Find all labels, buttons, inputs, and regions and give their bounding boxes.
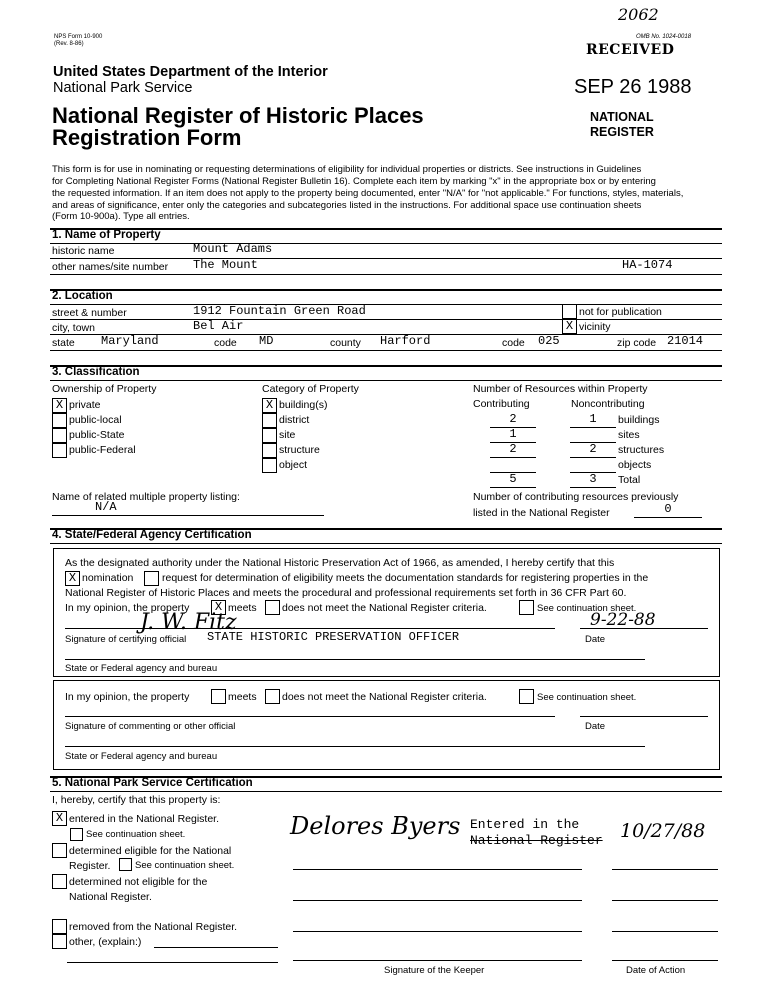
- city-value: Bel Air: [193, 319, 244, 333]
- form-revision: (Rev. 8-86): [54, 41, 84, 47]
- resources-heading: Number of Resources within Property: [473, 383, 648, 395]
- nps-intro: I, hereby, certify that this property is:: [52, 794, 221, 806]
- rule: [580, 628, 708, 629]
- ownership-public-state-label: public-State: [69, 429, 125, 441]
- date-of-action-label: Date of Action: [626, 965, 686, 976]
- state-code-label: code: [214, 337, 237, 349]
- rule: [65, 659, 645, 660]
- intro-line-1: This form is for use in nominating or requesting determinations of eligibility for individual properties or districts. See instructions in Guidelines: [52, 164, 642, 175]
- noncontributing-structures: 2: [589, 442, 597, 456]
- certifying-signature: J. W. Fitz: [140, 610, 237, 635]
- eligible-label-1: determined eligible for the National: [69, 845, 232, 857]
- noncontributing-buildings: 1: [589, 412, 597, 426]
- historic-name-label: historic name: [52, 245, 115, 257]
- removed-checkbox[interactable]: [52, 919, 67, 934]
- rule: [65, 746, 645, 747]
- form-subtitle: Registration Form: [52, 125, 242, 150]
- rule: [52, 515, 324, 516]
- nomination-label: nomination: [82, 572, 134, 584]
- rule: [50, 791, 722, 792]
- ownership-public-local-label: public-local: [69, 414, 122, 426]
- does-not-meet-label: does not meet the National Register criteria.: [282, 602, 487, 614]
- intro-line-2: for Completing National Register Forms (National Register Bulletin 16). Complete each item by marking "x" in the appropriate box or by entering: [52, 176, 656, 187]
- rule: [570, 427, 616, 428]
- contributing-sites: 1: [509, 427, 517, 441]
- rule: [50, 274, 722, 275]
- rule: [612, 931, 718, 932]
- not-for-publication-checkbox[interactable]: [562, 304, 577, 319]
- rule: [154, 947, 278, 948]
- rule: [50, 304, 722, 305]
- cert-line-2: request for determination of eligibility meets the documentation standards for registering properties in the: [162, 572, 649, 584]
- noncontributing-label: Noncontributing: [571, 398, 645, 410]
- rule: [612, 960, 718, 961]
- omb-number: OMB No. 1024-0018: [636, 34, 692, 40]
- entered-continuation-checkbox[interactable]: [70, 828, 83, 841]
- ownership-public-federal-checkbox[interactable]: [52, 443, 67, 458]
- resource-objects-label: objects: [618, 459, 652, 471]
- eligible-continuation-checkbox[interactable]: [119, 858, 132, 871]
- keeper-signature-label: Signature of the Keeper: [384, 965, 485, 976]
- rule: [490, 457, 536, 458]
- rule: [50, 350, 722, 351]
- ownership-private-checkbox[interactable]: X: [52, 398, 67, 413]
- state-code-value: MD: [259, 334, 274, 348]
- resource-total-label: Total: [618, 474, 641, 486]
- eligible-label-2: Register.: [69, 860, 111, 872]
- certifying-official-label: Signature of certifying official: [65, 634, 187, 645]
- other-names-label: other names/site number: [52, 261, 169, 273]
- contributing-label: Contributing: [473, 398, 530, 410]
- see-continuation-2-label: See continuation sheet.: [537, 692, 637, 703]
- section-3-heading: 3. Classification: [52, 366, 140, 378]
- category-site-checkbox[interactable]: [262, 428, 277, 443]
- section-3-rule: [50, 365, 722, 367]
- other-checkbox[interactable]: [52, 934, 67, 949]
- category-object-label: object: [279, 459, 308, 471]
- rule: [570, 487, 616, 488]
- certifying-date: 9-22-88: [590, 610, 656, 630]
- rule: [50, 243, 722, 244]
- eligible-checkbox[interactable]: [52, 843, 67, 858]
- form-number: NPS Form 10-900: [54, 34, 103, 40]
- category-site-label: site: [279, 429, 296, 441]
- intro-line-4: and areas of significance, enter only the categories and subcategories listed in the instructions. For additional space use continuation sheets: [52, 200, 642, 211]
- category-district-label: district: [279, 414, 310, 426]
- vicinity-checkbox[interactable]: X: [562, 319, 577, 334]
- street-label: street & number: [52, 307, 127, 319]
- see-continuation-label: See continuation sheet.: [537, 603, 637, 614]
- date-2-label: Date: [585, 721, 606, 732]
- ownership-public-state-checkbox[interactable]: [52, 428, 67, 443]
- related-listing-value: N/A: [95, 500, 117, 514]
- entered-checkbox[interactable]: X: [52, 811, 67, 826]
- other-label: other, (explain:): [69, 936, 142, 948]
- ownership-private-label: private: [69, 399, 101, 411]
- previously-listed-value: 0: [664, 502, 672, 516]
- intro-line-3: the requested information. If an item does not apply to the property being documented, enter "N/A" for "not applicable." For functions, styles, materials,: [52, 188, 684, 199]
- see-continuation-checkbox[interactable]: [519, 600, 534, 615]
- entered-continuation-label: See continuation sheet.: [86, 829, 186, 840]
- agency-label: State or Federal agency and bureau: [65, 663, 218, 674]
- category-structure-label: structure: [279, 444, 320, 456]
- form-title: National Register of Historic Places: [52, 103, 424, 128]
- resource-sites-label: sites: [618, 429, 640, 441]
- stamp-national: NATIONAL: [590, 110, 654, 124]
- not-for-publication-label: not for publication: [579, 306, 662, 318]
- section-2-rule: [50, 289, 722, 291]
- stamp-received: RECEIVED: [586, 42, 675, 58]
- county-code-label: code: [502, 337, 525, 349]
- rule: [612, 900, 718, 901]
- rule: [293, 900, 582, 901]
- category-buildings-label: building(s): [279, 399, 328, 411]
- resource-structures-label: structures: [618, 444, 665, 456]
- state-label: state: [52, 337, 75, 349]
- zip-value: 21014: [667, 334, 704, 348]
- keeper-signature: Delores Byers: [290, 812, 461, 840]
- nomination-checkbox[interactable]: X: [65, 571, 80, 586]
- rule: [293, 931, 582, 932]
- rule: [65, 628, 555, 629]
- cert-line-1: As the designated authority under the National Historic Preservation Act of 1966, as amended, I hereby certify that this: [65, 557, 615, 569]
- section-2-heading: 2. Location: [52, 290, 113, 302]
- stamp-date: SEP 26 1988: [574, 76, 692, 98]
- rule: [65, 716, 555, 717]
- meets-checkbox[interactable]: X: [211, 600, 226, 615]
- site-number-value: HA-1074: [622, 258, 673, 272]
- ownership-public-local-checkbox[interactable]: [52, 413, 67, 428]
- rule: [293, 869, 582, 870]
- action-date: 10/27/88: [620, 820, 706, 842]
- previously-listed-label-2: listed in the National Register: [473, 507, 610, 519]
- meets-label: meets: [228, 602, 257, 614]
- not-eligible-label-1: determined not eligible for the: [69, 876, 208, 888]
- intro-line-5: (Form 10-900a). Type all entries.: [52, 211, 190, 222]
- entered-label: entered in the National Register.: [69, 813, 220, 825]
- meets-2-label: meets: [228, 691, 257, 703]
- commenting-official-label: Signature of commenting or other official: [65, 721, 236, 732]
- service-name: National Park Service: [53, 80, 193, 96]
- rule: [67, 962, 278, 963]
- handwritten-number: 2062: [618, 5, 659, 24]
- ownership-heading: Ownership of Property: [52, 383, 157, 395]
- not-eligible-label-2: National Register.: [69, 891, 152, 903]
- removed-label: removed from the National Register.: [69, 921, 238, 933]
- category-buildings-checkbox[interactable]: X: [262, 398, 277, 413]
- entered-stamp-line-2: National Register: [470, 833, 603, 848]
- ownership-public-federal-label: public-Federal: [69, 444, 136, 456]
- rule: [490, 487, 536, 488]
- rule: [293, 960, 582, 961]
- noncontributing-total: 3: [589, 472, 597, 486]
- rule: [634, 517, 702, 518]
- contributing-structures: 2: [509, 442, 517, 456]
- does-not-meet-2-checkbox[interactable]: [265, 689, 280, 704]
- county-code-value: 025: [538, 334, 560, 348]
- certifying-official-title: STATE HISTORIC PRESERVATION OFFICER: [207, 630, 460, 644]
- see-continuation-2-checkbox[interactable]: [519, 689, 534, 704]
- rule: [570, 457, 616, 458]
- other-names-value: The Mount: [193, 258, 258, 272]
- request-checkbox[interactable]: [144, 571, 159, 586]
- contributing-total: 5: [509, 472, 517, 486]
- zip-label: zip code: [617, 337, 657, 349]
- date-label: Date: [585, 634, 606, 645]
- rule: [50, 380, 722, 381]
- cert-line-3: National Register of Historic Places and meets the procedural and professional requirements set forth in 36 CFR Part 60.: [65, 587, 627, 599]
- agency-2-label: State or Federal agency and bureau: [65, 751, 218, 762]
- related-listing-label: Name of related multiple property listing:: [52, 491, 240, 503]
- category-object-checkbox[interactable]: [262, 458, 277, 473]
- historic-name-value: Mount Adams: [193, 242, 273, 256]
- state-value: Maryland: [101, 334, 159, 348]
- not-eligible-checkbox[interactable]: [52, 874, 67, 889]
- does-not-meet-checkbox[interactable]: [265, 600, 280, 615]
- rule: [612, 869, 718, 870]
- contributing-buildings: 2: [509, 412, 517, 426]
- meets-2-checkbox[interactable]: [211, 689, 226, 704]
- opinion-2-label: In my opinion, the property: [65, 691, 190, 703]
- rule: [50, 543, 722, 544]
- section-5-heading: 5. National Park Service Certification: [52, 777, 253, 789]
- rule: [580, 716, 708, 717]
- stamp-register: REGISTER: [590, 125, 654, 139]
- department-name: United States Department of the Interior: [53, 64, 328, 80]
- vicinity-label: vicinity: [579, 321, 611, 333]
- rule: [50, 319, 722, 320]
- does-not-meet-2-label: does not meet the National Register criteria.: [282, 691, 487, 703]
- entered-stamp-line-1: Entered in the: [470, 817, 580, 832]
- category-heading: Category of Property: [262, 383, 359, 395]
- section-4-heading: 4. State/Federal Agency Certification: [52, 529, 252, 541]
- city-label: city, town: [52, 322, 95, 334]
- section-1-heading: 1. Name of Property: [52, 229, 161, 241]
- category-structure-checkbox[interactable]: [262, 443, 277, 458]
- street-value: 1912 Fountain Green Road: [193, 304, 366, 318]
- category-district-checkbox[interactable]: [262, 413, 277, 428]
- eligible-continuation-label: See continuation sheet.: [135, 860, 235, 871]
- opinion-label: In my opinion, the property: [65, 602, 190, 614]
- county-value: Harford: [380, 334, 431, 348]
- resource-buildings-label: buildings: [618, 414, 660, 426]
- county-label: county: [330, 337, 361, 349]
- previously-listed-label-1: Number of contributing resources previously: [473, 491, 679, 503]
